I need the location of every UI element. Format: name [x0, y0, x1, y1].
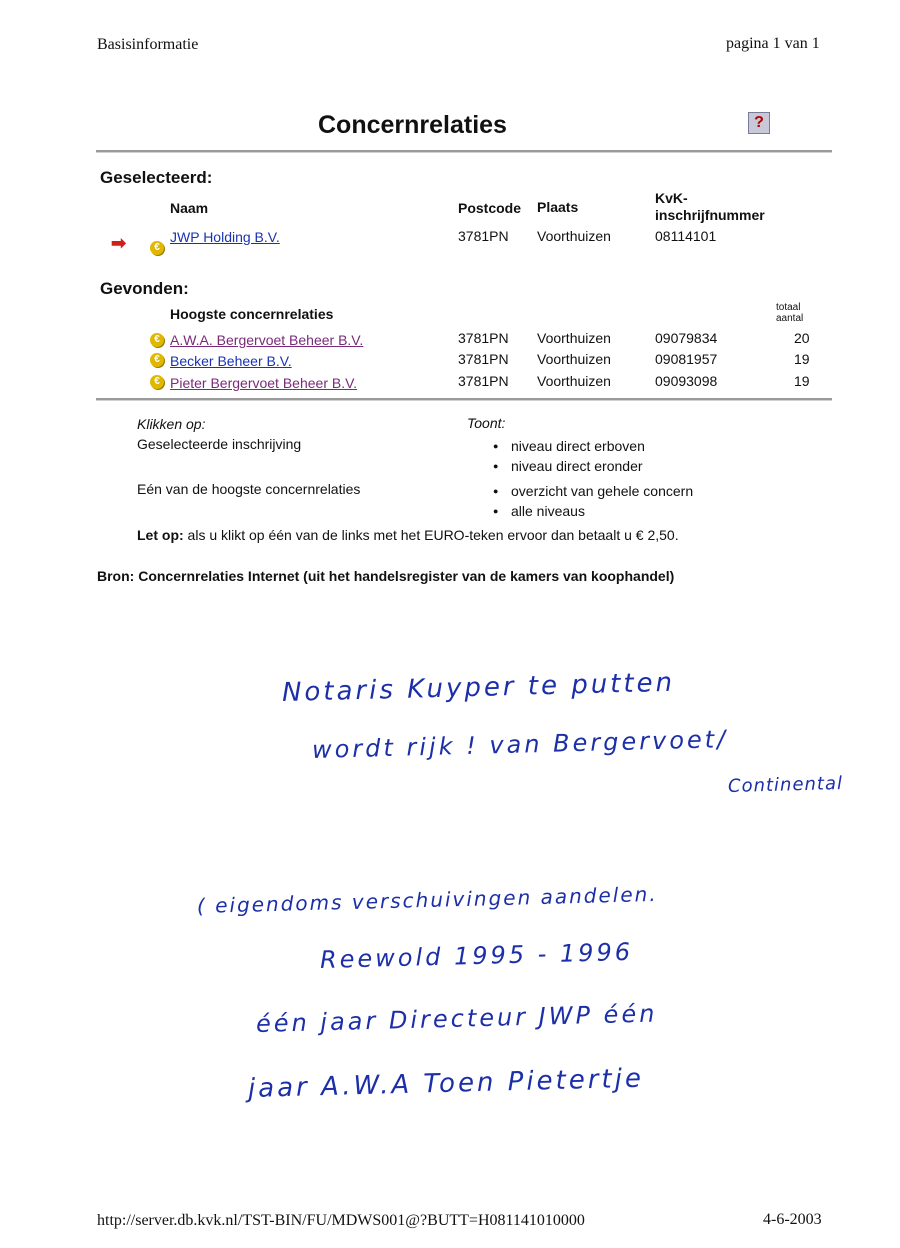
handwriting-line: ( eigendoms verschuivingen aandelen.: [196, 881, 658, 918]
notice-label: Let op:: [137, 527, 184, 543]
found-postcode: 3781PN: [458, 373, 509, 389]
count-label: totaal aantal: [776, 302, 804, 324]
found-kvk: 09093098: [655, 373, 718, 389]
notice-text: als u klikt op één van de links met het EURO-teken ervoor dan betaalt u € 2,50.: [187, 527, 679, 543]
found-heading: Gevonden:: [100, 279, 189, 298]
handwriting-line: Reewold 1995 - 1996: [319, 937, 634, 974]
found-postcode: 3781PN: [458, 351, 509, 367]
selected-postcode: 3781PN: [458, 228, 509, 244]
handwriting-line: jaar A.W.A Toen Pietertje: [247, 1063, 645, 1104]
legend-bullet: ● niveau direct erboven: [511, 438, 645, 454]
found-aantal: 19: [794, 351, 810, 367]
found-plaats: Voorthuizen: [537, 373, 611, 389]
handwriting-line: Continental: [727, 772, 844, 797]
notice: [137, 527, 679, 543]
col-postcode: Postcode: [458, 200, 522, 216]
page-header-left: Basisinformatie: [97, 36, 199, 53]
found-subheading: Hoogste concernrelaties: [170, 306, 334, 322]
legend-klikken-op: Klikken op:: [137, 416, 206, 432]
found-aantal: 19: [794, 373, 810, 389]
found-plaats: Voorthuizen: [537, 351, 611, 367]
legend-bullet: ● alle niveaus: [511, 503, 585, 519]
page-title: Concernrelaties: [318, 111, 507, 139]
selected-plaats: Voorthuizen: [537, 228, 611, 244]
found-company-link[interactable]: Pieter Bergervoet Beheer B.V.: [170, 375, 358, 391]
col-plaats: Plaats: [537, 199, 579, 215]
divider-top: [96, 150, 832, 153]
selected-heading: Geselecteerd:: [100, 168, 213, 187]
found-kvk: 09081957: [655, 351, 718, 367]
euro-icon: €: [150, 375, 164, 389]
legend-toont: Toont:: [467, 415, 506, 431]
col-naam: Naam: [170, 200, 209, 216]
divider-middle: [96, 398, 832, 401]
selected-arrow-icon: ➡: [111, 233, 127, 253]
legend-item2: Eén van de hoogste concernrelaties: [137, 481, 361, 497]
found-company-link[interactable]: A.W.A. Bergervoet Beheer B.V.: [170, 332, 364, 348]
handwriting-line: wordt rijk ! van Bergervoet/: [311, 725, 729, 764]
question-mark-icon[interactable]: ?: [748, 112, 770, 134]
page-header-right: pagina 1 van 1: [726, 35, 820, 52]
selected-kvk: 08114101: [655, 228, 717, 244]
footer-url: http://server.db.kvk.nl/TST-BIN/FU/MDWS001@?BUTT=H081141010000: [97, 1212, 585, 1229]
legend-bullet: ● overzicht van gehele concern: [511, 483, 693, 499]
found-postcode: 3781PN: [458, 330, 509, 346]
found-kvk: 09079834: [655, 330, 718, 346]
euro-icon: €: [150, 241, 164, 255]
footer-date: 4-6-2003: [763, 1211, 822, 1228]
found-company-link[interactable]: Becker Beheer B.V.: [170, 353, 292, 369]
euro-icon: €: [150, 353, 164, 367]
euro-icon: €: [150, 333, 164, 347]
selected-company-link[interactable]: JWP Holding B.V.: [170, 229, 280, 245]
handwriting-line: één jaar Directeur JWP één: [255, 999, 658, 1038]
found-plaats: Voorthuizen: [537, 330, 611, 346]
legend-bullet: ● niveau direct eronder: [511, 458, 643, 474]
source-line: Bron: Concernrelaties Internet (uit het handelsregister van de kamers van koophandel): [97, 568, 675, 584]
handwriting-line: Notaris Kuyper te putten: [281, 667, 676, 708]
col-kvk: KvK-inschrijfnummer: [655, 190, 765, 223]
legend-item1: Geselecteerde inschrijving: [137, 436, 302, 452]
found-aantal: 20: [794, 330, 810, 346]
